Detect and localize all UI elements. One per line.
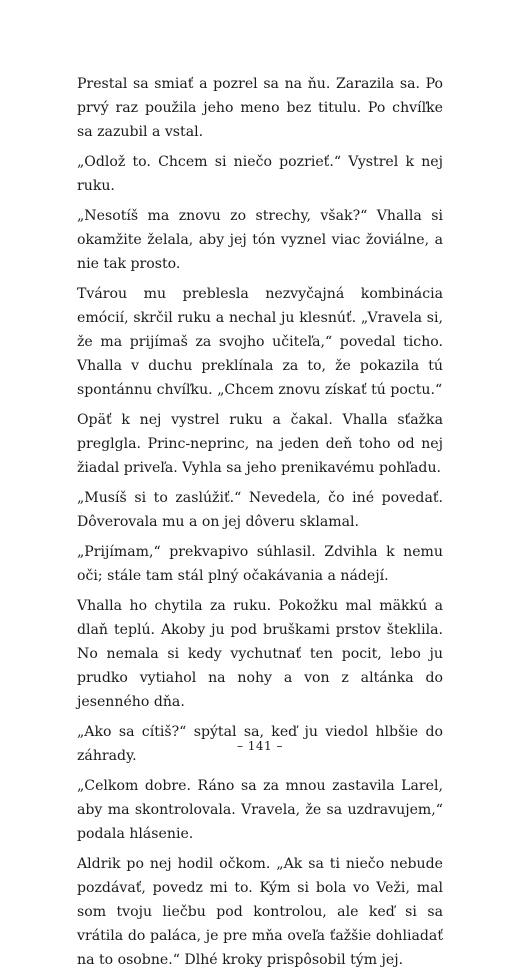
paragraph-8: Vhalla ho chytila za ruku. Pokožku mal mäkkú a dlaň teplú. Akoby ju pod bruškami prstov šteklila. No nemala si kedy vychutnať ten pocit, lebo ju prudko vytiahol na nohy a von z altánka do jesenného dňa. (77, 598, 443, 710)
paragraph-5: Opäť k nej vystrel ruku a čakal. Vhalla sťažka preglgla. Princ-neprinc, na jeden deň toho od nej žiadal priveľa. Vyhla sa jeho prenikavému pohľadu. (77, 412, 443, 476)
paragraph-6: „Musíš si to zaslúžiť.“ Nevedela, čo iné povedať. Dôverovala mu a on jej dôveru sklamal. (77, 490, 443, 530)
page-body-text (77, 72, 443, 978)
paragraph-2: „Odlož to. Chcem si niečo pozrieť.“ Vystrel k nej ruku. (77, 154, 443, 194)
paragraph-9: „Ako sa cítiš?“ spýtal sa, keď ju viedol hlbšie do záhrady. (77, 724, 443, 764)
page-number: – 141 – (236, 739, 284, 753)
paragraph-11: Aldrik po nej hodil očkom. „Ak sa ti niečo nebude pozdávať, povedz mi to. Kým si bola vo Veži, mal som tvoju liečbu pod kontrolou, ale keď si sa vrátila do paláca, je pre mňa oveľa ťažšie dohliadať na to osobne.“ Dlhé kroky prispôsobil tým jej. (77, 856, 443, 968)
paragraph-7: „Prijímam,“ prekvapivo súhlasil. Zdvihla k nemu oči; stále tam stál plný očakávania a nádejí. (77, 544, 443, 584)
paragraph-1: Prestal sa smiať a pozrel sa na ňu. Zarazila sa. Po prvý raz použila jeho meno bez titulu. Po chvíľke sa zazubil a vstal. (77, 76, 443, 140)
paragraph-4: Tvárou mu preblesla nezvyčajná kombinácia emócií, skrčil ruku a nechal ju klesnúť. „Vravela si, že ma prijímaš za svojho učiteľa,“ povedal ticho. Vhalla v duchu preklínala za to, že pokazila tú spontánnu chvíľku. „Chcem znovu získať tú poctu.“ (77, 286, 443, 398)
paragraph-10: „Celkom dobre. Ráno sa za mnou zastavila Larel, aby ma skontrolovala. Vravela, že sa uzdravujem,“ podala hlásenie. (77, 778, 443, 842)
paragraph-3: „Nesotíš ma znovu zo strechy, však?“ Vhalla si okamžite želala, aby jej tón vyznel viac žoviálne, a nie tak prosto. (77, 208, 443, 272)
